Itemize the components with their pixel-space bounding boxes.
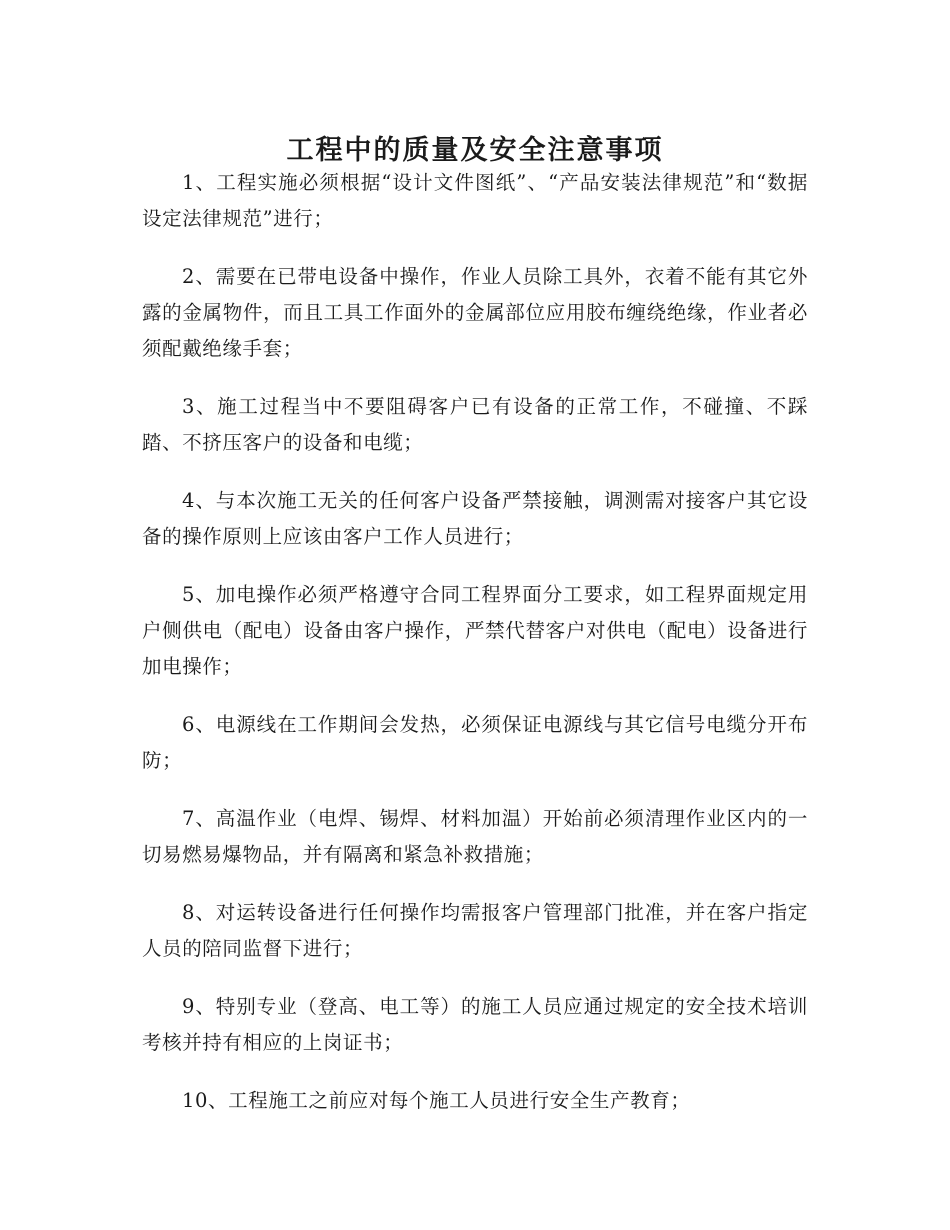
paragraph-1: 1、工程实施必须根据“设计文件图纸”、“产品安装法律规范”和“数据设定法律规范”进行； — [142, 171, 808, 230]
paragraph-5: 5、加电操作必须严格遵守合同工程界面分工要求，如工程界面规定用户侧供电（配电）设备由客户操作，严禁代替客户对供电（配电）设备进行加电操作； — [142, 583, 808, 678]
paragraph-9: 9、特别专业（登高、电工等）的施工人员应通过规定的安全技术培训考核并持有相应的上岗证书； — [142, 995, 808, 1054]
paragraph-6: 6、电源线在工作期间会发热，必须保证电源线与其它信号电缆分开布防； — [142, 713, 808, 772]
document-title: 工程中的质量及安全注意事项 — [286, 135, 664, 167]
paragraph-2: 2、需要在已带电设备中操作，作业人员除工具外，衣着不能有其它外露的金属物件，而且工具工作面外的金属部位应用胶布缠绕绝缘，作业者必须配戴绝缘手套； — [142, 265, 808, 360]
paragraph-4: 4、与本次施工无关的任何客户设备严禁接触，调测需对接客户其它设备的操作原则上应该由客户工作人员进行； — [142, 489, 808, 548]
paragraph-3: 3、施工过程当中不要阻碍客户已有设备的正常工作，不碰撞、不踩踏、不挤压客户的设备和电缆； — [142, 395, 808, 454]
paragraph-7: 7、高温作业（电焊、锡焊、材料加温）开始前必须清理作业区内的一切易燃易爆物品，并有隔离和紧急补救措施； — [142, 807, 808, 866]
paragraph-8: 8、对运转设备进行任何操作均需报客户管理部门批准，并在客户指定人员的陪同监督下进行； — [142, 901, 808, 960]
document-body — [142, 165, 808, 1141]
paragraph-10: 10、工程施工之前应对每个施工人员进行安全生产教育； — [182, 1089, 691, 1112]
